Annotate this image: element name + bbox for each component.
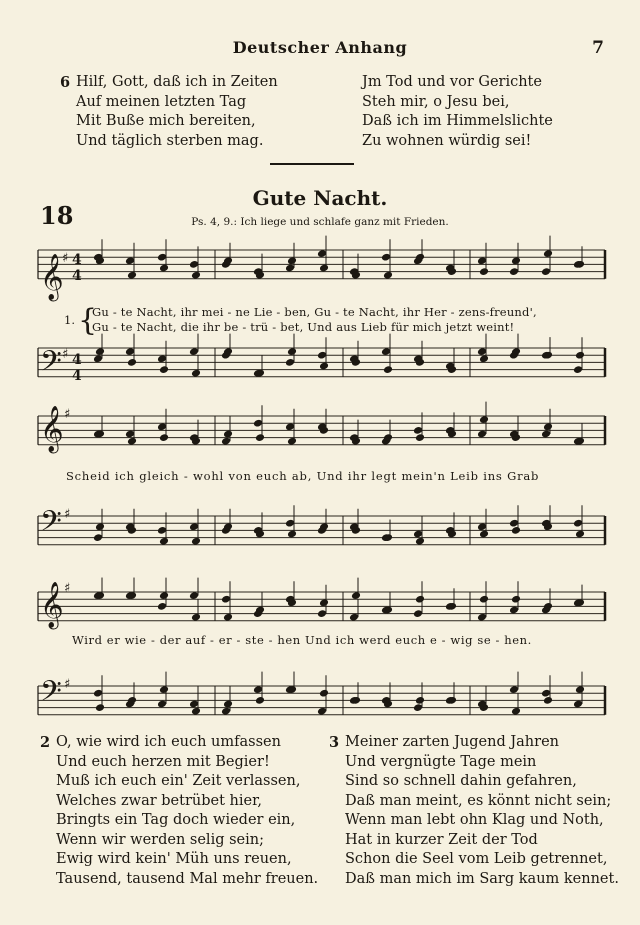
verse-line: Daß man mich im Sarg kaum kennet. (345, 870, 619, 887)
bass-clef-icon: 𝄢 (40, 505, 62, 545)
lyric-line: Wird er wie - der auf - er - ste - hen Und ich werd euch e - wig se - hen. (72, 633, 532, 647)
treble-clef-icon: 𝄞 (40, 254, 64, 300)
bass-clef-icon: 𝄢 (40, 345, 62, 385)
verse-line: Und täglich sterben mag. (76, 132, 264, 149)
time-signature: 4 (72, 368, 82, 384)
verse-line: Muß ich euch ein' Zeit verlassen, (56, 773, 301, 789)
note-head (575, 351, 585, 360)
note-head (479, 595, 489, 604)
page-number: 7 (592, 38, 604, 58)
note-head (319, 689, 329, 698)
verse-line: Zu wohnen würdig sei! (362, 132, 532, 149)
verse-line: Schon die Seel vom Leib getrennet, (345, 851, 608, 867)
note-head (479, 267, 489, 276)
note-head (95, 703, 105, 712)
verse-line: Wenn wir werden selig sein; (56, 831, 264, 848)
sharp-icon: ♯ (62, 251, 69, 266)
stanza-label: 1. (64, 313, 75, 327)
hymn-title: Gute Nacht. (252, 186, 388, 210)
sharp-icon: ♯ (64, 581, 71, 596)
verse-line: Sind so schnell dahin gefahren, (345, 773, 577, 789)
verse-line: Bringts ein Tag doch wieder ein, (56, 812, 296, 828)
verse-line: Mit Buße mich bereiten, (76, 113, 256, 129)
verse-line: Steh mir, o Jesu bei, (362, 93, 510, 110)
treble-clef-icon: 𝄞 (40, 406, 64, 452)
verse-3 (329, 733, 619, 889)
note-head (383, 365, 393, 374)
verse-number: 6 (60, 74, 71, 91)
note-head (415, 433, 425, 442)
hymn-number: 18 (40, 201, 74, 230)
verse-line: Daß ich im Himmelslichte (362, 113, 553, 129)
verse-line: Ewig wird kein' Müh uns reuen, (56, 851, 292, 867)
verse-line: Und euch herzen mit Begier! (56, 753, 270, 770)
lyric-line: Gu - te Nacht, ihr mei - ne Lie - ben, Gu - te Nacht, ihr Her - zens-freund', (92, 305, 537, 319)
note-head (415, 696, 425, 705)
treble-clef-icon: 𝄞 (40, 582, 64, 628)
verse-number: 3 (329, 734, 340, 751)
bass-clef-icon: 𝄢 (40, 675, 62, 715)
verse-line: Daß man meint, es könnt nicht sein; (345, 792, 612, 809)
sharp-icon: ♯ (64, 407, 71, 422)
verse-line: Hilf, Gott, daß ich in Zeiten (76, 74, 278, 90)
note-head (543, 696, 553, 705)
sharp-icon: ♯ (62, 347, 69, 362)
note-head (255, 433, 265, 442)
note-head (255, 696, 265, 705)
running-header: Deutscher Anhang (232, 38, 408, 57)
scripture-reference: Ps. 4, 9.: Ich liege und schlafe ganz mit Frieden. (191, 216, 449, 228)
verse-line: Auf meinen letzten Tag (76, 93, 247, 110)
note-head (127, 358, 137, 367)
lyric-line: Scheid ich gleich - wohl von euch ab, Und ihr legt mein'n Leib ins Grab (66, 469, 540, 483)
note-head (159, 433, 169, 442)
verse-line: Tausend, tausend Mal mehr freuen. (56, 870, 319, 887)
verse-2 (40, 733, 319, 889)
sharp-icon: ♯ (64, 677, 71, 692)
verse-line: Jm Tod und vor Gerichte (362, 74, 542, 90)
verse-line: Und vergnügte Tage mein (345, 753, 537, 770)
lyric-brace: { (78, 303, 98, 338)
time-signature: 4 (72, 252, 82, 268)
time-signature: 4 (72, 268, 82, 284)
note-head (511, 595, 521, 604)
sharp-icon: ♯ (64, 507, 71, 522)
note-head (159, 365, 169, 374)
verse-line: O, wie wird ich euch umfassen (56, 734, 281, 750)
time-signature: 4 (72, 352, 82, 368)
verse-line: Meiner zarten Jugend Jahren (345, 734, 559, 750)
note-head (511, 526, 521, 535)
verse-line: Wenn man lebt ohn Klag und Noth, (345, 812, 604, 828)
lyric-line: Gu - te Nacht, die ihr be - trü - bet, Und aus Lieb für mich jetzt weint! (92, 320, 515, 334)
verse-number: 2 (40, 734, 51, 751)
verse-line: Welches zwar betrübet hier, (56, 792, 263, 809)
verse-line: Hat in kurzer Zeit der Tod (345, 831, 538, 848)
note-head (415, 595, 425, 604)
